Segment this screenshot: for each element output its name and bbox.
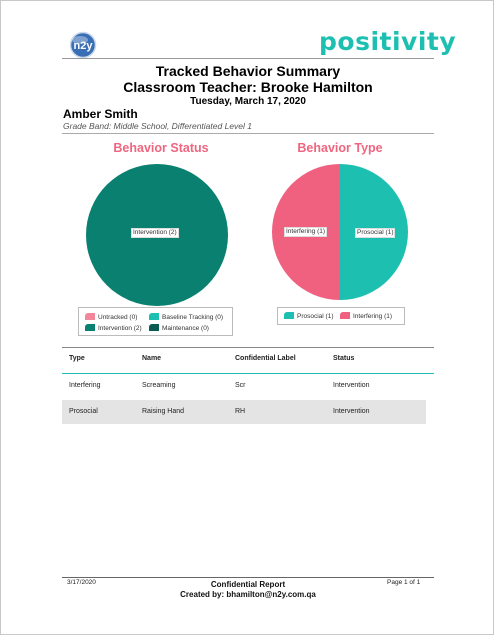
grade-band: Grade Band: Middle School, Differentiated Level 1 <box>63 121 253 131</box>
header-divider <box>62 58 434 59</box>
legend-item-intervention <box>85 324 142 333</box>
table-row <box>62 400 426 424</box>
cell-label: Scr <box>235 382 246 389</box>
report-title: Tracked Behavior Summary <box>155 63 341 79</box>
footer-divider <box>62 577 434 578</box>
legend-label-prosocial: Prosocial (1) <box>297 313 334 320</box>
footer-page-number: Page 1 of 1 <box>387 579 421 586</box>
legend-swatch-interfering <box>340 312 350 319</box>
legend-label-baseline: Baseline Tracking (0) <box>162 314 224 321</box>
student-divider <box>62 133 434 134</box>
legend-label-interfering: Interfering (1) <box>353 313 393 320</box>
cell-label: RH <box>235 408 246 415</box>
table-header-name: Name <box>142 355 162 362</box>
cell-type: Prosocial <box>69 408 98 415</box>
footer-created-by: Created by: bhamilton@n2y.com.qa <box>180 590 316 599</box>
legend-item-interfering <box>340 312 392 321</box>
behavior-type-title: Behavior Type <box>297 141 383 155</box>
teacher-line: Classroom Teacher: Brooke Hamilton <box>123 79 373 95</box>
legend-label-untracked: Untracked (0) <box>98 314 138 321</box>
legend-label-intervention: Intervention (2) <box>98 325 142 332</box>
legend-swatch-prosocial <box>284 312 294 319</box>
legend-item-baseline <box>149 313 223 322</box>
table-top-divider <box>62 347 434 348</box>
legend-item-prosocial <box>284 312 333 321</box>
cell-type: Interfering <box>69 382 101 389</box>
table-header-type: Type <box>69 355 85 362</box>
cell-status: Intervention <box>333 382 370 389</box>
footer-title: Confidential Report <box>210 580 286 589</box>
footer-date: 3/17/2020 <box>67 579 96 586</box>
legend-swatch-maintenance <box>149 324 159 331</box>
legend-item-maintenance <box>149 324 209 333</box>
cell-name: Screaming <box>142 382 176 389</box>
report-date: Tuesday, March 17, 2020 <box>190 96 306 107</box>
legend-swatch-baseline <box>149 313 159 320</box>
positivity-logo: positivity <box>319 27 457 56</box>
behavior-status-title: Behavior Status <box>113 141 209 155</box>
legend-item-untracked <box>85 313 137 322</box>
pie-slice-label-intervention: Intervention (2) <box>133 229 177 236</box>
cell-name: Raising Hand <box>142 408 185 415</box>
table-header-status: Status <box>333 355 355 362</box>
behavior-type-legend <box>277 307 405 325</box>
pie-slice-label-interfering: Interfering (1) <box>286 228 326 235</box>
legend-swatch-untracked <box>85 313 95 320</box>
legend-swatch-intervention <box>85 324 95 331</box>
student-name: Amber Smith <box>63 107 138 121</box>
cell-status: Intervention <box>333 408 370 415</box>
legend-label-maintenance: Maintenance (0) <box>162 325 209 332</box>
table-header-confidential-label: Confidential Label <box>235 355 296 362</box>
n2y-logo <box>67 31 99 59</box>
pie-slice-label-prosocial: Prosocial (1) <box>357 229 394 236</box>
table-row <box>62 374 426 398</box>
behavior-status-legend <box>78 307 233 336</box>
n2y-logo-text: n2y <box>73 40 93 52</box>
